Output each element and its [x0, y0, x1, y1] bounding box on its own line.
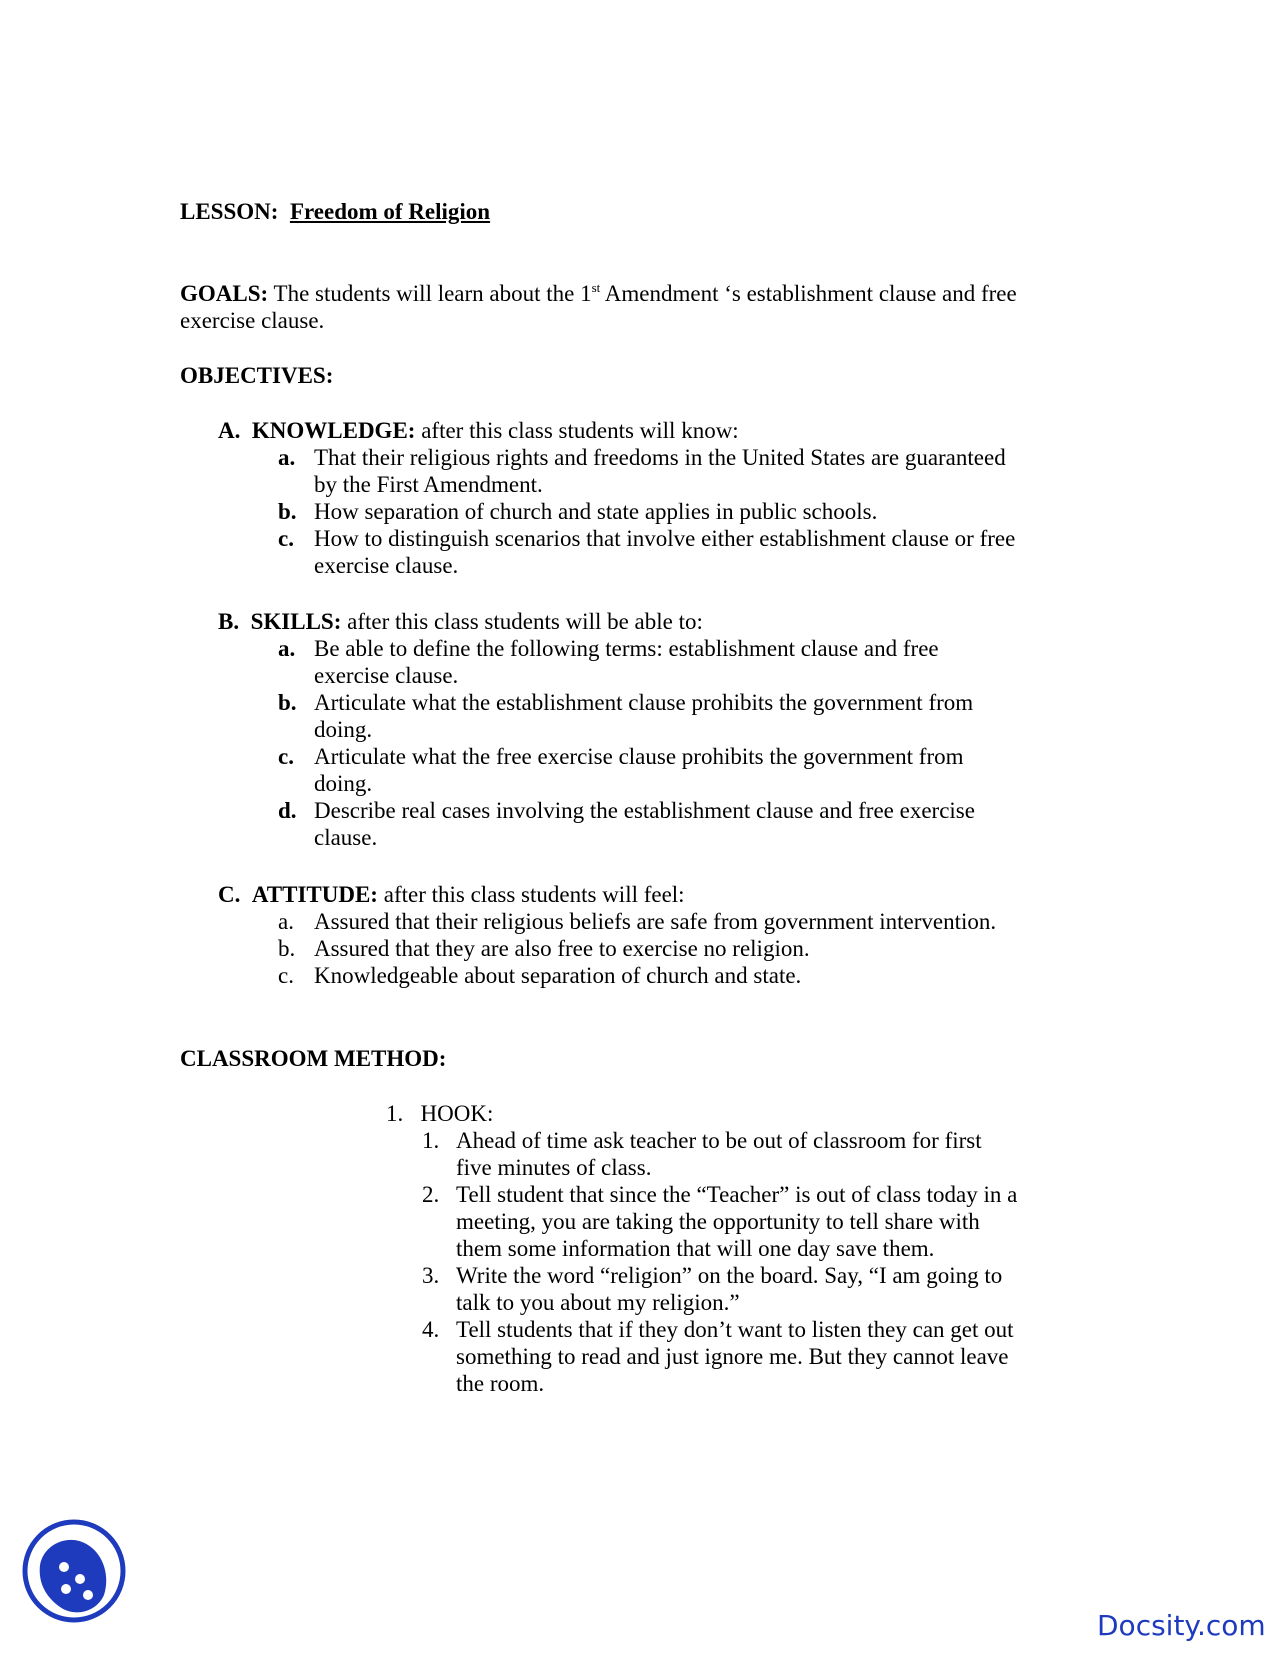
hook-item-line: meeting, you are taking the opportunity to tell share with	[456, 1209, 980, 1234]
attitude-item-line: Assured that their religious beliefs are safe from government intervention.	[314, 909, 997, 934]
knowledge-item-line: That their religious rights and freedoms in the United States are guaranteed	[314, 445, 1006, 470]
hook-item-line: Tell students that if they don’t want to listen they can get out	[456, 1317, 1014, 1342]
goals-text-before: The students will learn about the 1	[273, 281, 592, 306]
goals-line-1	[180, 279, 1017, 308]
knowledge-item-marker: b.	[278, 499, 297, 524]
knowledge-heading	[218, 416, 739, 445]
skills-item-line: doing.	[314, 717, 373, 742]
hook-item-line: Tell student that since the “Teacher” is out of class today in a	[456, 1182, 1018, 1207]
goals-text-after: Amendment ‘s establishment clause and free	[600, 281, 1017, 306]
attitude-marker: C.	[218, 882, 241, 907]
attitude-intro: after this class students will feel:	[383, 882, 685, 907]
hook-item-line: Write the word “religion” on the board. Say, “I am going to	[456, 1263, 1003, 1288]
hook-marker: 1.	[386, 1101, 404, 1126]
attitude-item-line: Knowledgeable about separation of church and state.	[314, 963, 802, 988]
skills-item-line: doing.	[314, 771, 373, 796]
skills-item-marker: d.	[278, 798, 297, 823]
hook-item-line: them some information that will one day save them.	[456, 1236, 935, 1261]
attitude-item-marker: a.	[278, 909, 294, 934]
goals-sup: st	[591, 280, 601, 295]
hook-item-marker: 4.	[422, 1317, 440, 1342]
hook-item-line: talk to you about my religion.”	[456, 1290, 740, 1315]
knowledge-item-line: exercise clause.	[314, 553, 459, 578]
lesson-label: LESSON:	[180, 199, 279, 224]
skills-intro: after this class students will be able to:	[347, 609, 703, 634]
hook-heading	[386, 1099, 493, 1128]
skills-item-marker: c.	[278, 744, 294, 769]
skills-item-line: Describe real cases involving the establishment clause and free exercise	[314, 798, 975, 823]
knowledge-item-line: How separation of church and state applies in public schools.	[314, 499, 878, 524]
attitude-label: ATTITUDE:	[251, 882, 378, 907]
attitude-item-marker: c.	[278, 963, 294, 988]
skills-item-marker: b.	[278, 690, 297, 715]
hook-item-marker: 2.	[422, 1182, 440, 1207]
hook-item-marker: 3.	[422, 1263, 440, 1288]
docsity-brand-text[interactable]: Docsity.com	[1097, 1609, 1266, 1642]
hook-item-line: the room.	[456, 1371, 545, 1396]
skills-heading	[218, 607, 703, 636]
hook-label: HOOK:	[420, 1101, 494, 1126]
lesson-title: Freedom of Religion	[289, 199, 491, 224]
hook-item-marker: 1.	[422, 1128, 440, 1153]
classroom-method-heading: CLASSROOM METHOD:	[180, 1046, 447, 1071]
knowledge-item-marker: a.	[278, 445, 296, 470]
hook-item-line: something to read and just ignore me. But they cannot leave	[456, 1344, 1009, 1369]
skills-item-line: Articulate what the establishment clause prohibits the government from	[314, 690, 974, 715]
hook-item-line: five minutes of class.	[456, 1155, 652, 1180]
lesson-heading	[180, 197, 490, 226]
skills-item-line: exercise clause.	[314, 663, 459, 688]
skills-item-marker: a.	[278, 636, 296, 661]
skills-item-line: Be able to define the following terms: establishment clause and free	[314, 636, 939, 661]
knowledge-intro: after this class students will know:	[421, 418, 739, 443]
knowledge-label: KNOWLEDGE:	[251, 418, 416, 443]
knowledge-item-line: by the First Amendment.	[314, 472, 543, 497]
skills-item-line: Articulate what the free exercise clause prohibits the government from	[314, 744, 964, 769]
skills-item-line: clause.	[314, 825, 378, 850]
hook-item-line: Ahead of time ask teacher to be out of classroom for first	[456, 1128, 982, 1153]
attitude-item-marker: b.	[278, 936, 296, 961]
attitude-item-line: Assured that they are also free to exercise no religion.	[314, 936, 810, 961]
knowledge-item-line: How to distinguish scenarios that involve either establishment clause or free	[314, 526, 1016, 551]
attitude-heading	[218, 880, 685, 909]
skills-marker: B.	[218, 609, 240, 634]
docsity-logo-icon	[22, 1515, 130, 1627]
skills-label: SKILLS:	[250, 609, 342, 634]
objectives-heading: OBJECTIVES:	[180, 363, 334, 388]
goals-line-2: exercise clause.	[180, 308, 325, 333]
knowledge-item-marker: c.	[278, 526, 294, 551]
knowledge-marker: A.	[218, 418, 241, 443]
goals-label: GOALS:	[180, 281, 269, 306]
